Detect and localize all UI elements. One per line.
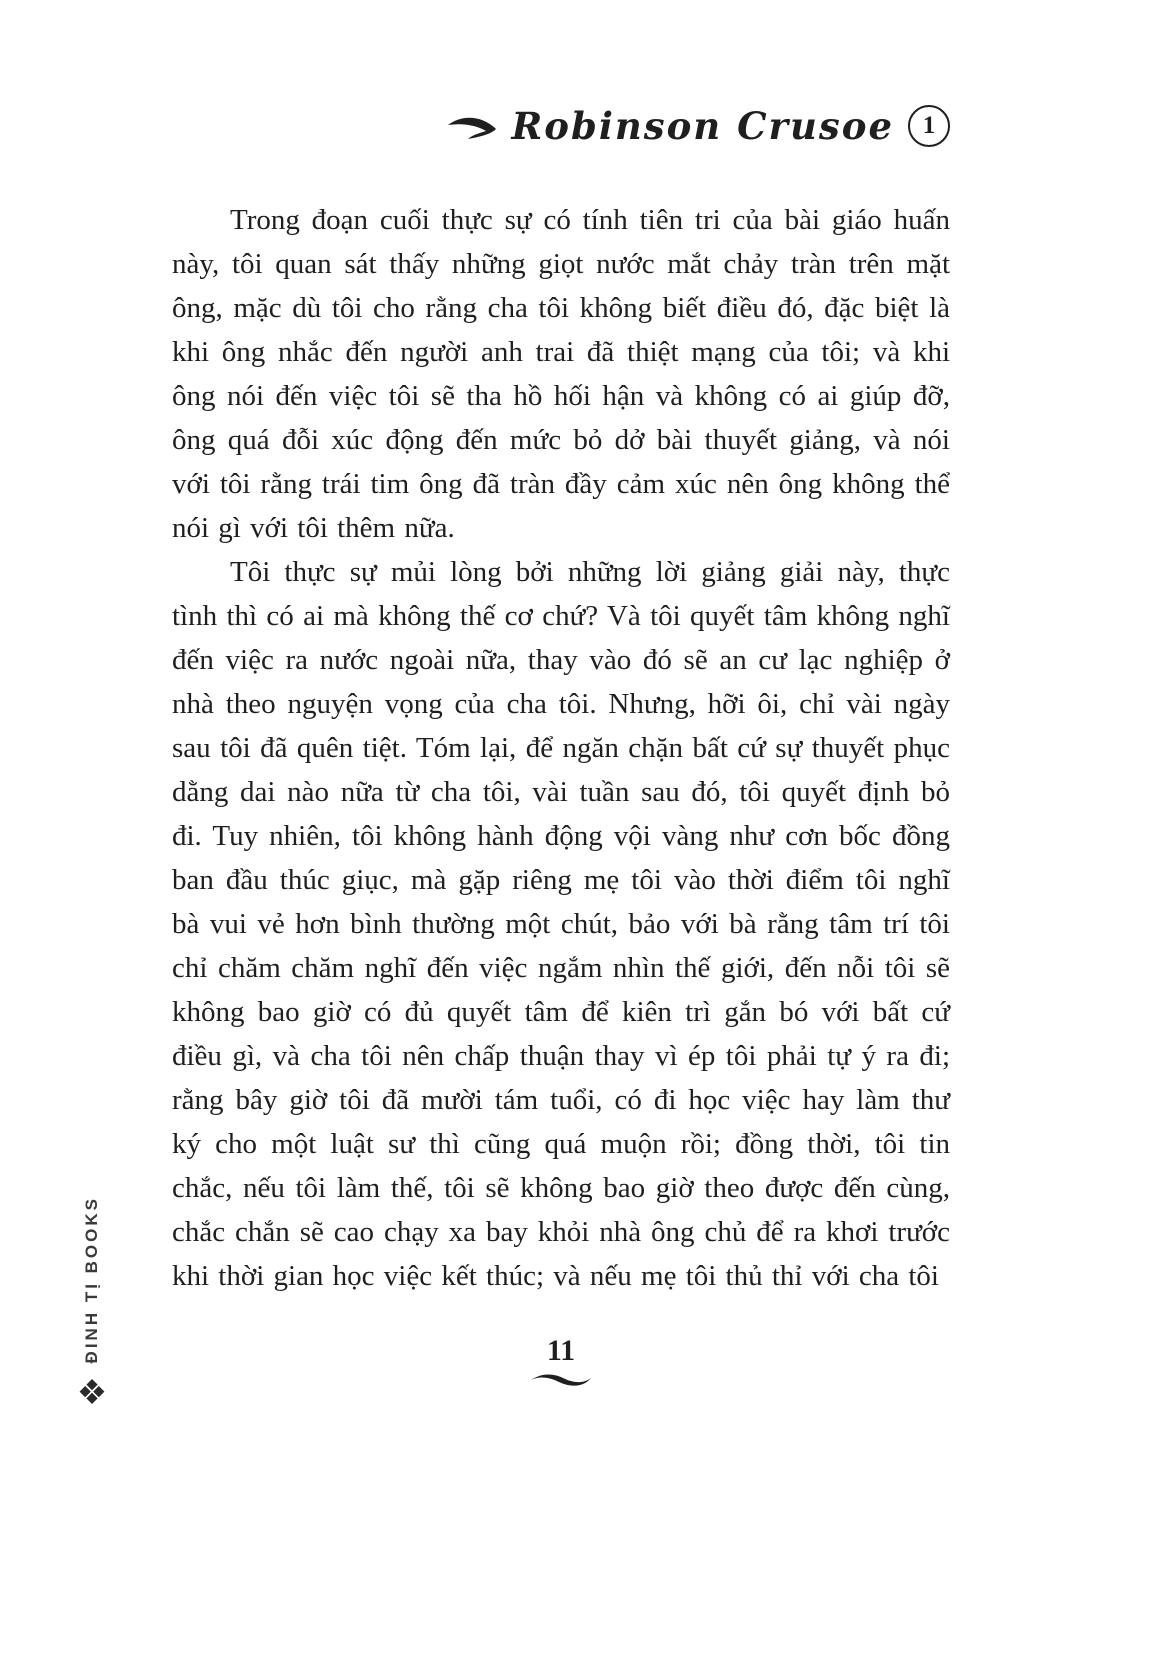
running-header: [172, 100, 950, 152]
paragraph: Trong đoạn cuối thực sự có tính tiên tri của bài giáo huấn này, tôi quan sát thấy những giọt nước mắt chảy tràn trên mặt ông, mặc dù tôi cho rằng cha tôi không biết điều đó, đặc biệt là khi ông nhắc đến người anh trai đã thiệt mạng của tôi; và khi ông nói đến việc tôi sẽ tha hồ hối hận và không có ai giúp đỡ, ông quá đỗi xúc động đến mức bỏ dở bài thuyết giảng, và nói với tôi rằng trái tim ông đã tràn đầy cảm xúc nên ông không thể nói gì với tôi thêm nữa.: [172, 204, 950, 544]
publisher-logo-icon: ❖: [76, 1375, 108, 1413]
page-number: 11: [546, 1334, 576, 1367]
publisher-name: ĐINH TỊ BOOKS: [82, 1196, 101, 1364]
page-content: [172, 100, 950, 1393]
book-title: Robinson Crusoe: [511, 104, 894, 148]
footer-flourish-icon: [529, 1370, 593, 1393]
chapter-number-badge: 1: [908, 105, 950, 147]
body-text: [172, 198, 950, 1298]
paragraph: Tôi thực sự mủi lòng bởi những lời giảng giải này, thực tình thì có ai mà không thế cơ chứ? Và tôi quyết tâm không nghĩ đến việc ra nước ngoài nữa, thay vào đó sẽ an cư lạc nghiệp ở nhà theo nguyện vọng của cha tôi. Nhưng, hỡi ôi, chỉ vài ngày sau tôi đã quên tiệt. Tóm lại, để ngăn chặn bất cứ sự thuyết phục dằng dai nào nữa từ cha tôi, vài tuần sau đó, tôi quyết định bỏ đi. Tuy nhiên, tôi không hành động vội vàng như cơn bốc đồng ban đầu thúc giục, mà gặp riêng mẹ tôi vào thời điểm tôi nghĩ bà vui vẻ hơn bình thường một chút, bảo với bà rằng tâm trí tôi chỉ chăm chăm nghĩ đến việc ngắm nhìn thế giới, đến nỗi tôi sẽ không bao giờ có đủ quyết tâm để kiên trì gắn bó với bất cứ điều gì, và cha tôi nên chấp thuận thay vì ép tôi phải tự ý ra đi; rằng bây giờ tôi đã mười tám tuổi, có đi học việc hay làm thư ký cho một luật sư thì cũng quá muộn rồi; đồng thời, tôi tin chắc, nếu tôi làm thế, tôi sẽ không bao giờ theo được đến cùng, chắc chắn sẽ cao chạy xa bay khỏi nhà ông chủ để ra khơi trước khi thời gian học việc kết thúc; và nếu mẹ tôi thủ thỉ với cha tôi: [172, 556, 950, 1292]
publisher-spine: [68, 1196, 116, 1411]
page-footer: [172, 1334, 950, 1393]
header-flourish-icon: [446, 111, 498, 141]
